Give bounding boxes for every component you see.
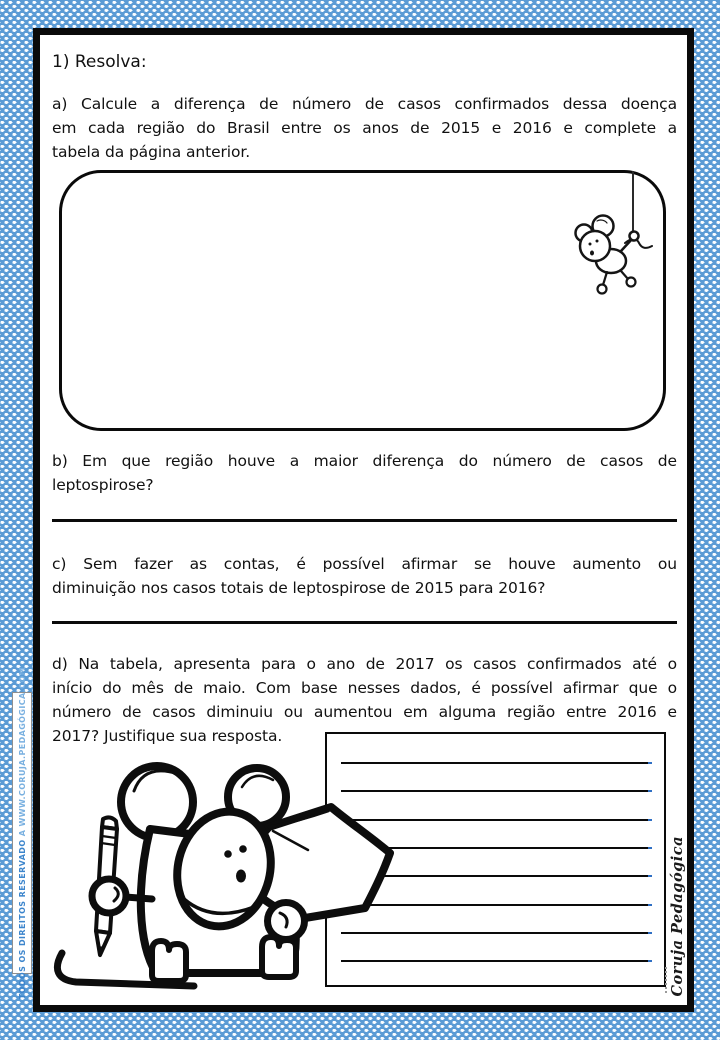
answer-box-a[interactable] bbox=[59, 170, 666, 431]
answer-line-b[interactable] bbox=[52, 519, 677, 522]
question-c-line: c) Sem fazer as contas, é possível afirmar se houve aumento ou bbox=[52, 555, 677, 573]
question-a-line: a) Calcule a diferença de número de casos confirmados dessa doença bbox=[52, 95, 677, 113]
question-d-line: início do mês de maio. Com base nesses dados, é possível afirmar que o bbox=[52, 679, 677, 697]
question-a-line: em cada região do Brasil entre os anos de 2015 e 2016 e complete a bbox=[52, 119, 677, 137]
question-c bbox=[52, 552, 677, 600]
hanging-mouse-icon bbox=[559, 193, 669, 303]
page-title: 1) Resolva: bbox=[52, 52, 147, 72]
question-d-line: 2017? Justifique sua resposta. bbox=[52, 727, 283, 745]
copyright-sidebar bbox=[12, 666, 32, 1000]
question-a-line: tabela da página anterior. bbox=[52, 143, 251, 161]
question-b bbox=[52, 449, 677, 497]
question-d-line: d) Na tabela, apresenta para o ano de 2017 os casos confirmados até o bbox=[52, 655, 677, 673]
answer-line-c[interactable] bbox=[52, 621, 677, 624]
copyright-text: TODOS OS DIREITOS RESERVADO A WWW.CORUJA.PEDAGÓGICA.COM bbox=[17, 666, 27, 1000]
worksheet-page bbox=[33, 28, 694, 1012]
credit-text: Coruja Pedagógica bbox=[669, 836, 686, 997]
publisher-credit bbox=[665, 836, 686, 997]
question-b-line: leptospirose? bbox=[52, 476, 154, 494]
writing-mouse-icon bbox=[52, 747, 397, 999]
question-c-line: diminuição nos casos totais de leptospirose de 2015 para 2016? bbox=[52, 579, 546, 597]
credit-fine-print bbox=[665, 967, 667, 993]
question-a bbox=[52, 92, 677, 164]
question-d-line: número de casos diminuiu ou aumentou em alguma região entre 2016 e bbox=[52, 703, 677, 721]
question-b-line: b) Em que região houve a maior diferença do número de casos de bbox=[52, 452, 677, 470]
